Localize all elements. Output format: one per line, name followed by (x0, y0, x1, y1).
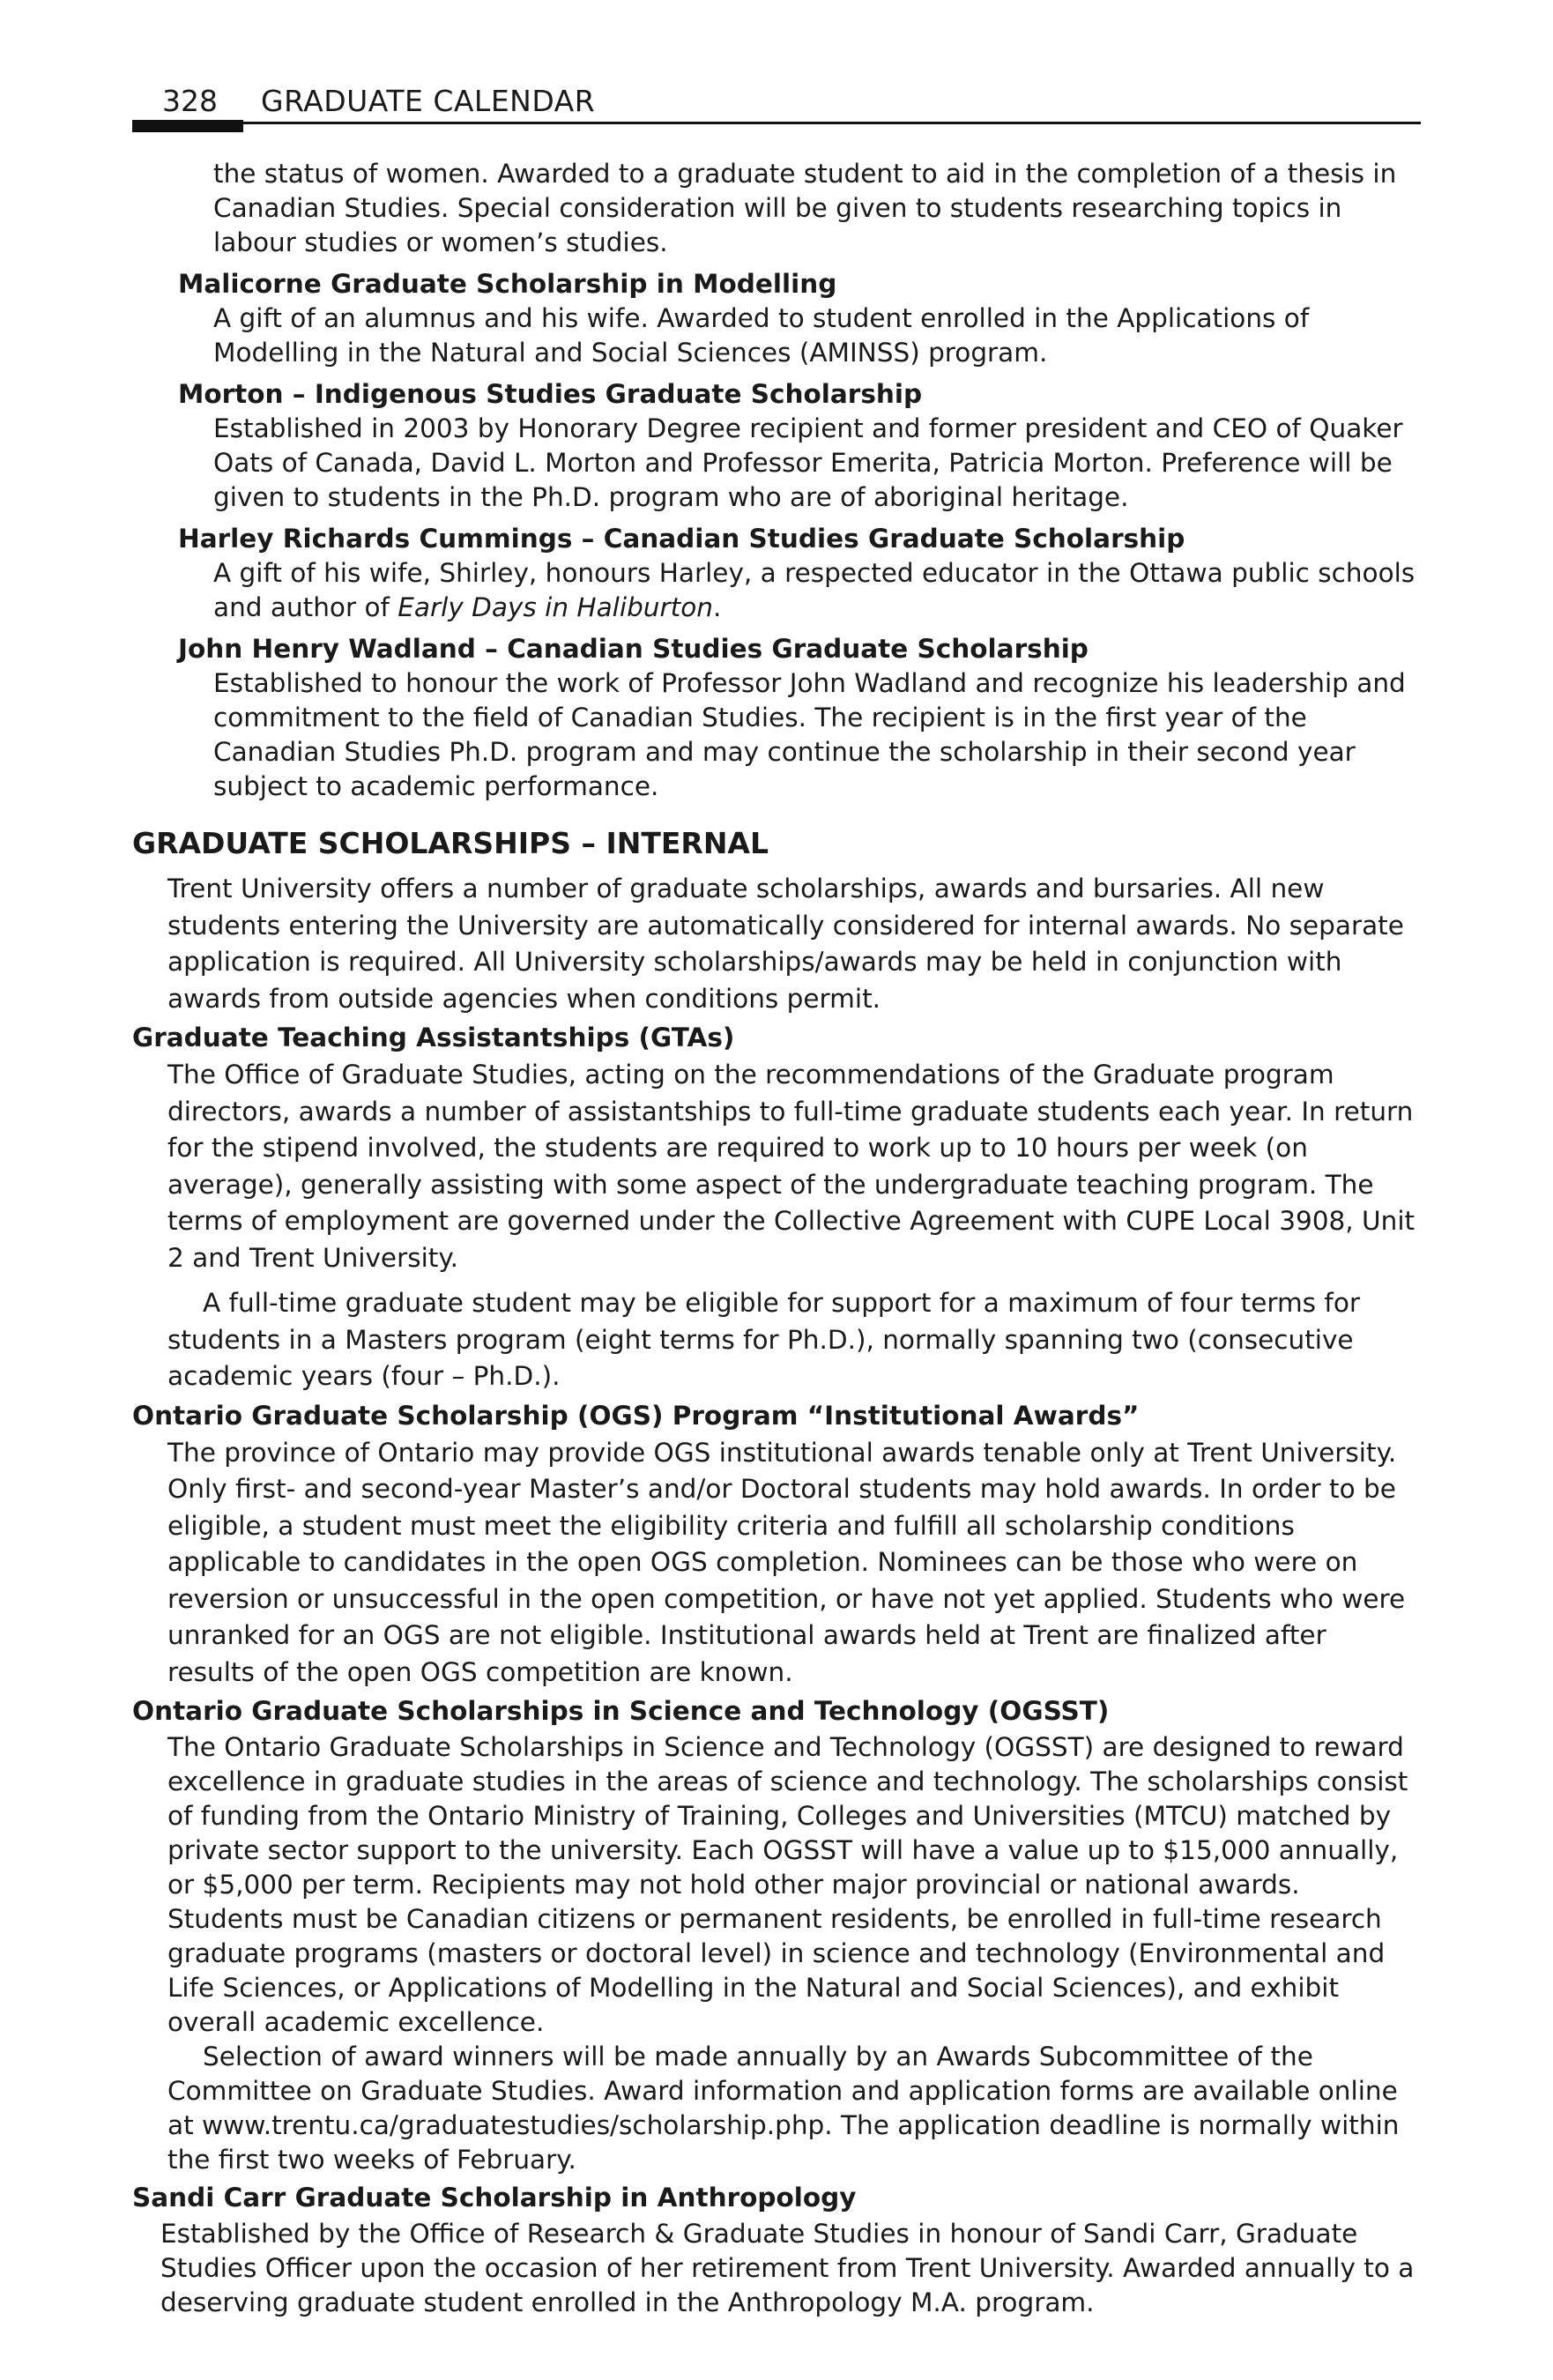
entry-text: Selection of award winners will be made annually by an Awards Subcommittee of the Committee on Graduate Studies. Award information and application forms are available online at www.trentu.ca/graduatestudies/scholarship.php. The application deadline is normally within the first two weeks of February. (167, 2042, 1400, 2175)
page-content (132, 157, 1421, 2320)
page-header (132, 84, 1421, 124)
entry-title: Ontario Graduate Scholarship (OGS) Program “Institutional Awards” (132, 1400, 1140, 1431)
entry-title: Morton – Indigenous Studies Graduate Scholarship (178, 379, 923, 409)
header-bar (132, 120, 243, 132)
entry-title: Sandi Carr Graduate Scholarship in Anthropology (132, 2183, 857, 2213)
entry-text: A gift of an alumnus and his wife. Awarded to student enrolled in the Applications of Modelling in the Natural and Social Sciences (AMINSS) program. (213, 303, 1310, 368)
header-rule (132, 122, 1421, 124)
entry-title: Ontario Graduate Scholarships in Science and Technology (OGSST) (132, 1696, 1110, 1726)
entry-title: Harley Richards Cummings – Canadian Studies Graduate Scholarship (178, 524, 1185, 554)
running-title: GRADUATE CALENDAR (261, 84, 596, 118)
entry-title: John Henry Wadland – Canadian Studies Graduate Scholarship (178, 634, 1089, 664)
entry-text: A gift of his wife, Shirley, honours Harley, a respected educator in the Ottawa public schools and author of Early Days in Haliburton. (213, 558, 1416, 622)
entry-title: Malicorne Graduate Scholarship in Modelling (178, 269, 837, 299)
entry-text: Established by the Office of Research & Graduate Studies in honour of Sandi Carr, Graduate Studies Officer upon the occasion of her retirement from Trent University. Awarded annually to a deserving graduate student enrolled in the Anthropology M.A. program. (160, 2219, 1415, 2317)
section-intro: Trent University offers a number of graduate scholarships, awards and bursaries. All new students entering the University are automatically considered for internal awards. No separate application is required. All University scholarships/awards may be held in conjunction with awards from outside agencies when conditions permit. (167, 874, 1404, 1014)
entry-text: The Ontario Graduate Scholarships in Science and Technology (OGSST) are designed to reward excellence in graduate studies in the areas of science and technology. The scholarships consist of funding from the Ontario Ministry of Training, Colleges and Universities (MTCU) matched by private sector support to the university. Each OGSST will have a value up to $15,000 annually, or $5,000 per term. Recipients may not hold other major provincial or national awards. Students must be Canadian citizens or permanent residents, be enrolled in full-time research graduate programs (masters or doctoral level) in science and technology (Environmental and Life Sciences, or Applications of Modelling in the Natural and Social Sciences), and exhibit overall academic excellence. (167, 1732, 1408, 2037)
entry-text: The province of Ontario may provide OGS institutional awards tenable only at Trent University. Only first- and second-year Master’s and/or Doctoral students may hold awards. In order to be eligible, a student must meet the eligibility criteria and fulfill all scholarship conditions applicable to candidates in the open OGS completion. Nominees can be those who were on reversion or unsuccessful in the open competition, or have not yet applied. Students who were unranked for an OGS are not eligible. Institutional awards held at Trent are finalized after results of the open OGS competition are known. (167, 1437, 1406, 1687)
continuation-text: the status of women. Awarded to a graduate student to aid in the completion of a thesis in Canadian Studies. Special consideration will be given to students researching topics in labour studies or women’s studies. (213, 159, 1397, 257)
entry-text: A full-time graduate student may be eligible for support for a maximum of four terms for students in a Masters program (eight terms for Ph.D.), normally spanning two (consecutive academic years (four – Ph.D.). (167, 1288, 1360, 1391)
upper-scholarship-list (132, 157, 1421, 804)
page-number: 328 (162, 84, 218, 118)
entry-text: Established in 2003 by Honorary Degree recipient and former president and CEO of Quaker Oats of Canada, David L. Morton and Professor Emerita, Patricia Morton. Preference will be given to students in the Ph.D. program who are of aboriginal heritage. (213, 413, 1403, 512)
entry-text: The Office of Graduate Studies, acting on the recommendations of the Graduate program directors, awards a number of assistantships to full-time graduate students each year. In return for the stipend involved, the students are required to work up to 10 hours per week (on average), generally assisting with some aspect of the undergraduate teaching program. The terms of employment are governed under the Collective Agreement with CUPE Local 3908, Unit 2 and Trent University. (167, 1060, 1416, 1273)
book-title: Early Days in Haliburton (398, 592, 713, 622)
internal-scholarships-section (132, 825, 1421, 2320)
entry-text: Established to honour the work of Professor John Wadland and recognize his leadership and commitment to the field of Canadian Studies. The recipient is in the first year of the Canadian Studies Ph.D. program and may continue the scholarship in their second year subject to academic performance. (213, 668, 1406, 801)
section-heading: GRADUATE SCHOLARSHIPS – INTERNAL (132, 826, 769, 860)
entry-title: Graduate Teaching Assistantships (GTAs) (132, 1023, 735, 1052)
